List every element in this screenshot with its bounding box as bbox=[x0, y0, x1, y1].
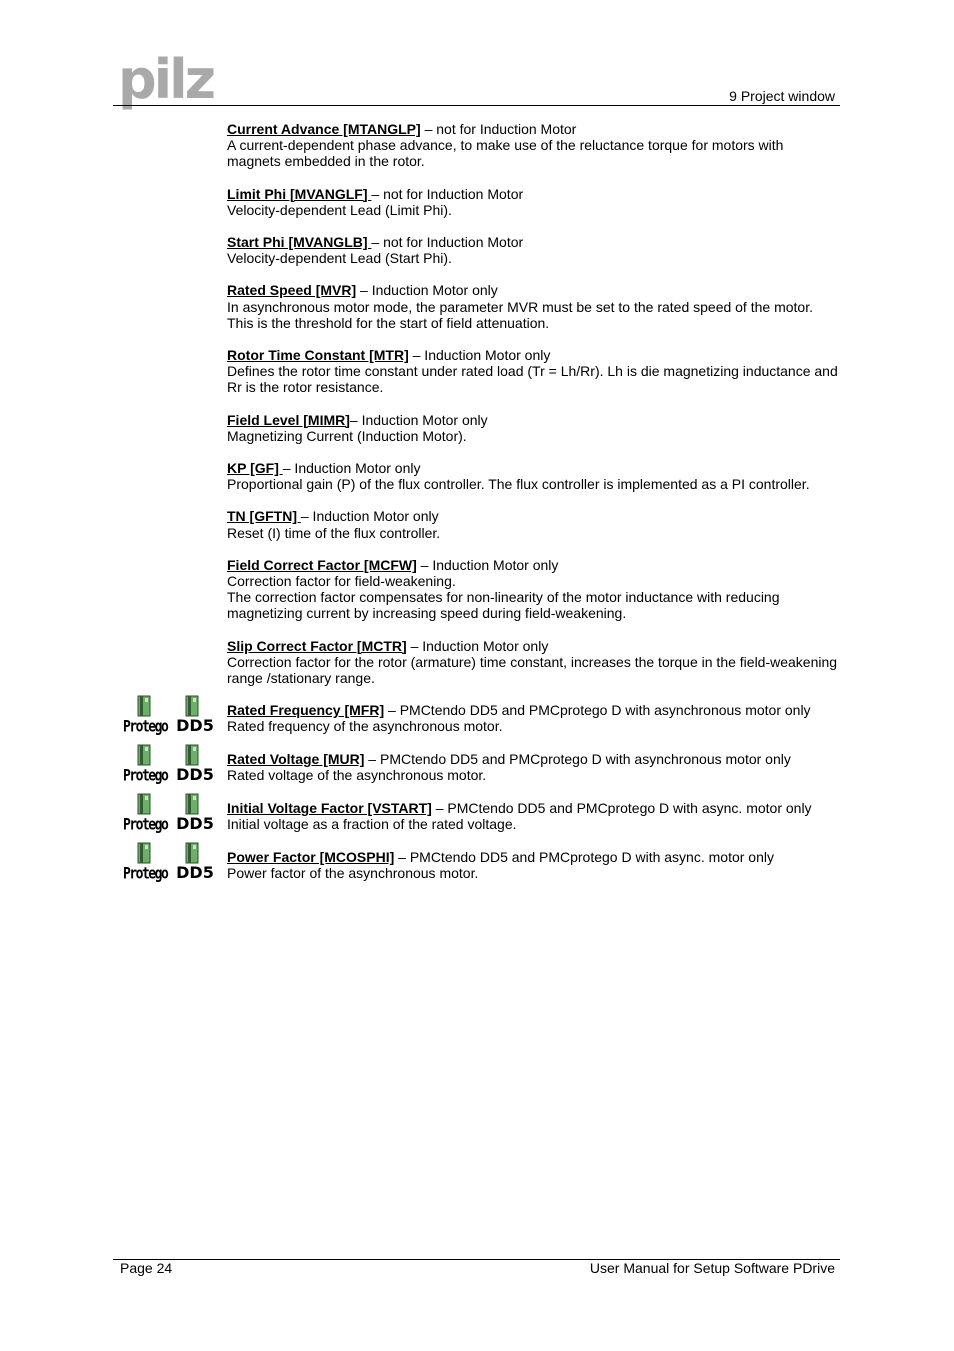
protego-label: Protego bbox=[123, 816, 168, 835]
device-icons bbox=[123, 793, 213, 837]
param-rated-frequency bbox=[123, 702, 840, 737]
parameter-list bbox=[123, 121, 840, 898]
dd5-label: DD5 bbox=[176, 814, 214, 834]
dd5-label: DD5 bbox=[176, 863, 214, 883]
protego-label: Protego bbox=[123, 767, 168, 786]
param-rated-speed bbox=[227, 282, 840, 331]
param-description: Power factor of the asynchronous motor. bbox=[227, 865, 479, 882]
protego-device-icon bbox=[123, 744, 167, 788]
dd5-device-icon bbox=[171, 793, 215, 837]
section-title: 9 Project window bbox=[729, 88, 835, 104]
device-icons bbox=[123, 744, 213, 788]
param-qualifier: – not for Induction Motor bbox=[371, 185, 524, 202]
param-description: Magnetizing Current (Induction Motor). bbox=[227, 427, 467, 444]
param-description: Proportional gain (P) of the flux controller. The flux controller is implemented as a PI controller. bbox=[227, 476, 810, 493]
param-qualifier: – Induction Motor only bbox=[406, 637, 549, 654]
drive-module-icon bbox=[137, 695, 151, 717]
param-qualifier: – not for Induction Motor bbox=[420, 121, 577, 137]
param-description: Velocity-dependent Lead (Start Phi). bbox=[227, 250, 452, 267]
header-divider bbox=[113, 105, 840, 106]
dd5-device-icon bbox=[171, 744, 215, 788]
param-description: Reset (I) time of the flux controller. bbox=[227, 524, 441, 541]
param-kp bbox=[227, 460, 840, 492]
protego-device-icon bbox=[123, 842, 167, 886]
dd5-device-icon bbox=[171, 695, 215, 739]
param-qualifier: – PMCtendo DD5 and PMCprotego D with asynchronous motor only bbox=[384, 702, 811, 719]
param-qualifier: – Induction Motor only bbox=[300, 508, 439, 525]
param-name: Initial Voltage Factor [VSTART] bbox=[227, 800, 432, 817]
param-description: Rated voltage of the asynchronous motor. bbox=[227, 767, 487, 784]
param-name: Slip Correct Factor [MCTR] bbox=[227, 637, 407, 654]
device-icons bbox=[123, 695, 213, 739]
param-description: Correction factor for the rotor (armature) time constant, increases the torque in the field-weakening range /stationary range. bbox=[227, 653, 838, 687]
device-icons bbox=[123, 842, 213, 886]
protego-device-icon bbox=[123, 793, 167, 837]
param-name: Field Level [MIMR] bbox=[227, 411, 350, 428]
param-description: A current-dependent phase advance, to make use of the reluctance torque for motors with magnets embedded in the rotor. bbox=[227, 137, 784, 170]
param-field-level bbox=[227, 412, 840, 444]
page-number: Page 24 bbox=[120, 1260, 173, 1276]
param-description-extra: The correction factor compensates for non-linearity of the motor inductance with reducing magnetizing current by increasing speed during field-weakening. bbox=[227, 589, 780, 622]
document-title: User Manual for Setup Software PDrive bbox=[589, 1260, 835, 1276]
param-description: Defines the rotor time constant under rated load (Tr = Lh/Rr). Lh is die magnetizing inductance and Rr is the rotor resistance. bbox=[227, 363, 838, 396]
param-name: Field Correct Factor [MCFW] bbox=[227, 556, 417, 573]
param-description: Rated frequency of the asynchronous motor. bbox=[227, 718, 503, 735]
param-name: Current Advance [MTANGLP] bbox=[227, 121, 421, 137]
param-name: Rated Speed [MVR] bbox=[227, 282, 357, 299]
protego-label: Protego bbox=[123, 865, 168, 884]
param-qualifier: – not for Induction Motor bbox=[371, 234, 524, 251]
param-field-correct-factor bbox=[227, 557, 840, 622]
param-rotor-time-constant bbox=[227, 347, 840, 396]
param-name: Power Factor [MCOSPHI] bbox=[227, 849, 395, 866]
protego-label: Protego bbox=[123, 718, 168, 737]
param-qualifier: – Induction Motor only bbox=[408, 347, 551, 364]
drive-module-icon bbox=[185, 744, 199, 766]
dd5-device-icon bbox=[171, 842, 215, 886]
param-name: Rotor Time Constant [MTR] bbox=[227, 347, 409, 364]
param-description: Initial voltage as a fraction of the rated voltage. bbox=[227, 816, 517, 833]
pilz-logo: pilz bbox=[118, 48, 214, 111]
param-qualifier: – PMCtendo DD5 and PMCprotego D with async. motor only bbox=[431, 800, 812, 817]
param-name: KP [GF] bbox=[227, 460, 283, 477]
param-current-advance bbox=[227, 121, 840, 170]
param-name: TN [GFTN] bbox=[227, 508, 301, 525]
dd5-label: DD5 bbox=[176, 716, 214, 736]
param-limit-phi bbox=[227, 186, 840, 218]
param-qualifier: – Induction Motor only bbox=[356, 282, 498, 299]
param-qualifier: – Induction Motor only bbox=[416, 556, 559, 573]
protego-device-icon bbox=[123, 695, 167, 739]
param-name: Limit Phi [MVANGLF] bbox=[227, 185, 372, 202]
param-name: Rated Frequency [MFR] bbox=[227, 702, 385, 719]
param-name: Rated Voltage [MUR] bbox=[227, 751, 365, 768]
drive-module-icon bbox=[137, 744, 151, 766]
param-start-phi bbox=[227, 234, 840, 266]
drive-module-icon bbox=[137, 793, 151, 815]
param-tn bbox=[227, 508, 840, 540]
param-description: In asynchronous motor mode, the parameter MVR must be set to the rated speed of the motor. This is the threshold for the start of field attenuation. bbox=[227, 298, 813, 331]
param-rated-voltage bbox=[123, 751, 840, 786]
param-qualifier: – PMCtendo DD5 and PMCprotego D with async. motor only bbox=[394, 849, 774, 866]
dd5-label: DD5 bbox=[176, 765, 214, 785]
param-name: Start Phi [MVANGLB] bbox=[227, 234, 372, 251]
drive-module-icon bbox=[137, 842, 151, 864]
param-description: Velocity-dependent Lead (Limit Phi). bbox=[227, 201, 452, 218]
param-qualifier: – PMCtendo DD5 and PMCprotego D with asynchronous motor only bbox=[364, 751, 791, 768]
drive-module-icon bbox=[185, 695, 199, 717]
drive-module-icon bbox=[185, 793, 199, 815]
param-qualifier: – Induction Motor only bbox=[349, 411, 488, 428]
param-power-factor bbox=[123, 849, 840, 884]
drive-module-icon bbox=[185, 842, 199, 864]
param-qualifier: – Induction Motor only bbox=[282, 460, 421, 477]
param-slip-correct-factor bbox=[227, 638, 840, 687]
param-initial-voltage-factor bbox=[123, 800, 840, 835]
param-description: Correction factor for field-weakening. bbox=[227, 573, 456, 590]
